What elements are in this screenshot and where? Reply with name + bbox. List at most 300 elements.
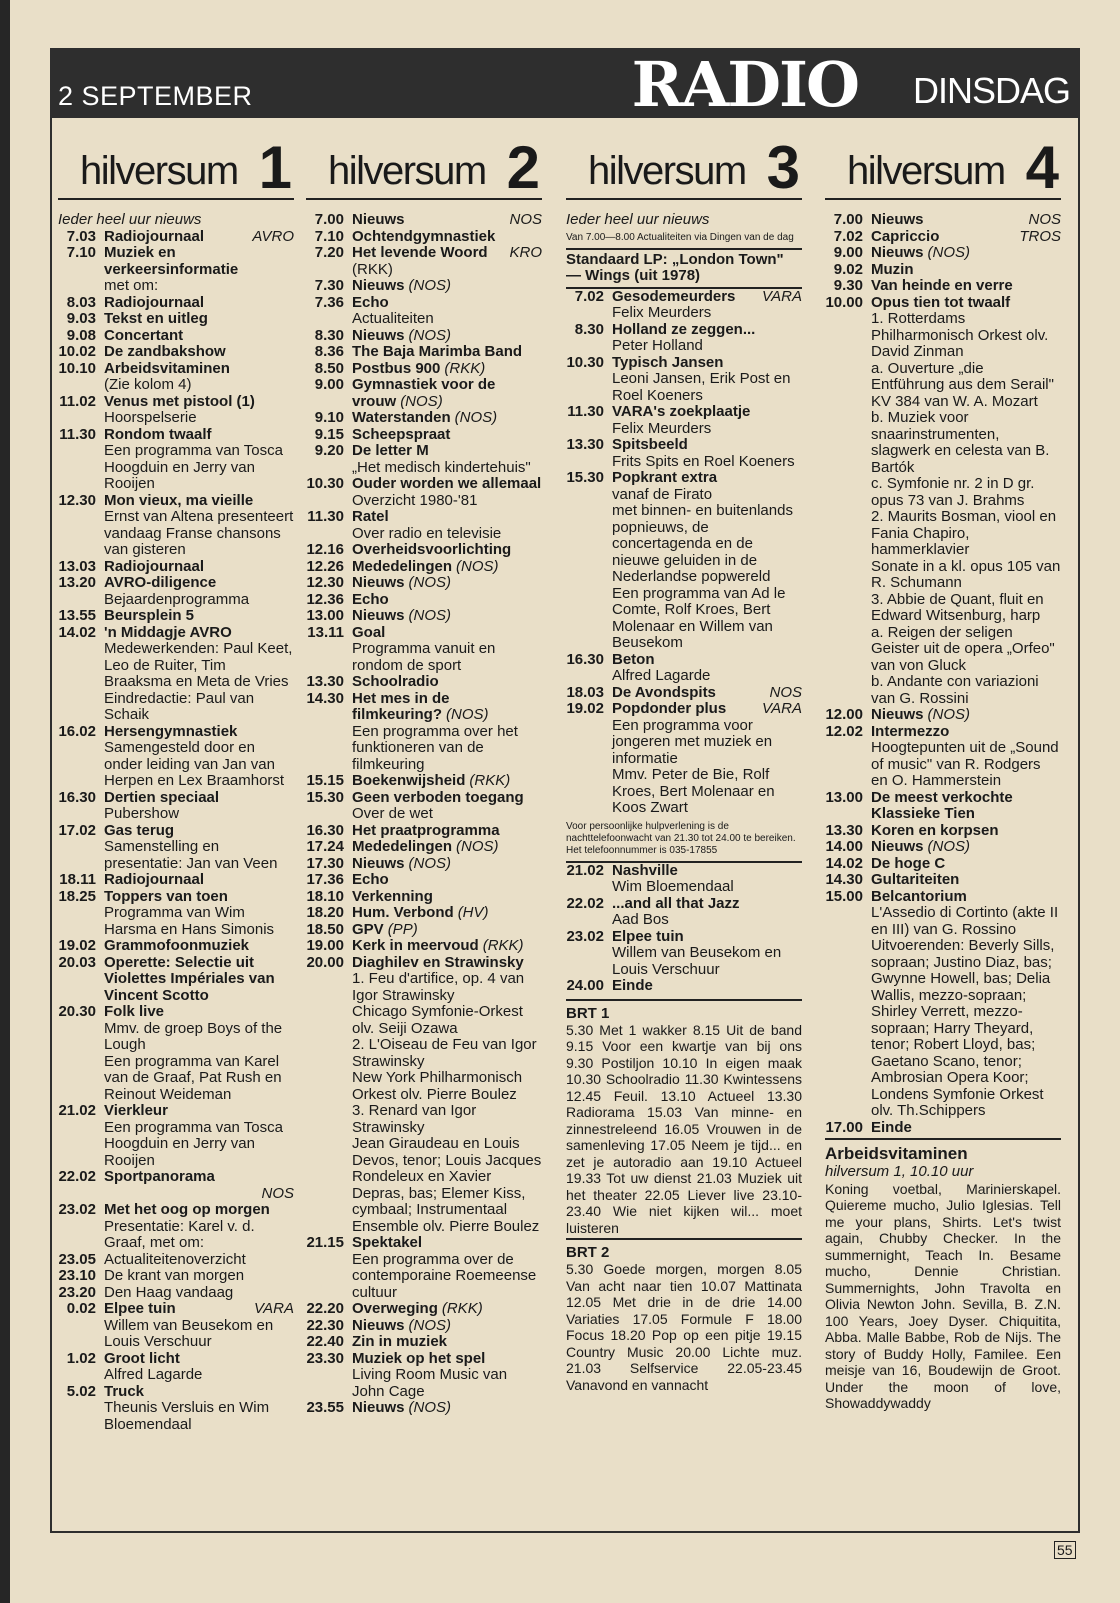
program-time: 7.10	[314, 227, 344, 245]
program-time: 20.03	[58, 953, 96, 971]
program-title: Nieuws	[352, 277, 405, 294]
program-row	[825, 823, 1061, 840]
program-row	[825, 278, 1061, 295]
radio-title: RADIO	[631, 48, 858, 121]
program-row	[58, 1301, 294, 1318]
program-time: 5.02	[66, 1382, 96, 1400]
program-description: 2. Maurits Bosman, viool en Fania Chapiro, hammerklavier	[871, 508, 1057, 558]
program-row	[825, 856, 1061, 873]
program-time: 12.00	[825, 706, 863, 723]
program-title: Muzin	[871, 260, 914, 278]
station-name: hilversum	[847, 149, 1005, 193]
program-title: Met het oog op morgen	[104, 1201, 270, 1218]
program-time: 13.11	[307, 623, 344, 641]
program-time: 7.20	[314, 244, 344, 261]
program-description: Bejaardenprogramma	[104, 590, 250, 608]
program-row	[58, 790, 294, 807]
program-row	[825, 262, 1061, 279]
program-row	[58, 823, 294, 840]
program-description: „Het medisch kindertehuis"	[352, 458, 531, 476]
program-row	[306, 443, 542, 460]
program-title: Zin in muziek	[352, 1333, 448, 1350]
program-time: 18.25	[58, 887, 96, 905]
program-time: 22.20	[306, 1300, 344, 1317]
program-row	[306, 955, 542, 972]
program-title: Gas terug	[104, 821, 175, 839]
program-description: 3. Abbie de Quant, fluit en Edward Witsenburg, harp	[871, 590, 1044, 624]
program-time: 21.02	[58, 1102, 96, 1119]
program-title: Mon vieux, ma vieille	[104, 491, 254, 509]
program-time	[58, 1186, 104, 1203]
program-title: Actualiteitenoverzicht	[104, 1250, 246, 1268]
program-title: Spitsbeeld	[612, 436, 688, 453]
program-row	[58, 608, 294, 625]
program-time: 13.55	[58, 607, 96, 624]
program-row	[306, 1351, 542, 1368]
program-time: 7.00	[833, 211, 863, 228]
program-time: 22.02	[566, 894, 604, 912]
broadcaster: NOS	[261, 1184, 294, 1202]
program-description: Medewerkenden: Paul Keet, Leo de Ruiter, Tim Braaksma en Meta de Vries	[104, 640, 293, 690]
brt2-title: BRT 2	[566, 1244, 610, 1261]
program-title: Koren en korpsen	[871, 821, 999, 839]
program-description: Leoni Jansen, Erik Post en Roel Koeners	[612, 370, 791, 404]
broadcaster: NOS	[509, 211, 542, 228]
program-title: Popdonder plus	[612, 700, 727, 717]
program-description: Uitvoerenden: Beverly Sills, sopraan; Justino Diaz, bas; Gwynne Howell, bas; Delia Wallis, mezzo-sopraan; Shirley Verrett, mezzo-sopraan; Harry Theyard, tenor; Robert Lloyd, bas; Gaetano Scano, tenor; Ambrosian Opera Koor; Londens Symfonie Orkest olv. Th.Schippers	[871, 937, 1055, 1119]
program-time: 8.30	[314, 326, 344, 344]
program-time: 19.00	[306, 937, 344, 954]
help-note: Voor persoonlijke hulpverlening is de nachttelefoonwacht van 21.30 tot 24.00 te bereiken. Het telefoonnummer is 035-17855	[566, 817, 802, 863]
news-note: Ieder heel uur nieuws	[566, 211, 710, 228]
program-description: New York Philharmonisch Orkest olv. Pierre Boulez	[352, 1069, 523, 1103]
program-description: Mmv. de groep Boys of the Lough	[104, 1019, 283, 1053]
program-time: 7.02	[833, 227, 863, 245]
program-list	[825, 212, 1061, 1136]
program-time: 9.00	[833, 244, 863, 261]
program-title: Grammofoonmuziek	[104, 937, 250, 954]
program-row	[306, 592, 542, 609]
column-heading	[306, 130, 542, 200]
program-title: Einde	[612, 977, 653, 994]
program-row	[825, 872, 1061, 889]
program-row	[306, 427, 542, 444]
program-time: 15.15	[306, 772, 344, 789]
program-time: 16.30	[306, 821, 344, 839]
program-title: Popkrant extra	[612, 469, 718, 486]
program-time: 11.30	[307, 508, 344, 525]
program-title: Tekst en uitleg	[104, 310, 208, 327]
program-time: 23.20	[58, 1283, 96, 1301]
program-time: 23.05	[58, 1250, 96, 1268]
program-row	[825, 245, 1061, 262]
program-title: 'n Middagje AVRO	[104, 623, 232, 641]
program-row	[306, 509, 542, 526]
program-time: 8.36	[314, 343, 344, 360]
station-name: hilversum	[328, 149, 486, 193]
program-title: Nieuws	[352, 574, 405, 591]
program-row	[306, 938, 542, 955]
program-title: Nieuws	[871, 211, 924, 228]
program-description: Eindredactie: Paul van Schaik	[104, 689, 255, 723]
program-title: AVRO-diligence	[104, 574, 217, 591]
program-title: Overheidsvoorlichting	[352, 541, 512, 558]
program-description: met binnen- en buitenlands popnieuws, de concertagenda en de nieuwe geluiden in de Nederlandse popwereld	[612, 502, 793, 585]
program-time: 23.30	[306, 1349, 344, 1367]
program-title: Ouder worden we allemaal	[352, 475, 542, 492]
program-row	[58, 361, 294, 378]
program-row	[58, 295, 294, 312]
program-title: Arbeidsvitaminen	[104, 359, 230, 377]
program-title: Einde	[871, 1118, 912, 1136]
program-time: 15.30	[306, 788, 344, 806]
program-title: Nieuws	[352, 1399, 405, 1416]
program-row	[58, 1103, 294, 1120]
program-title: Nieuws	[352, 1316, 405, 1334]
program-time: 21.02	[566, 861, 604, 879]
station-number: 3	[766, 134, 800, 201]
program-description: b. Muziek voor snaarinstrumenten, slagwerk en celesta van B. Bartók	[871, 409, 1050, 476]
program-title: Het levende Woord	[352, 244, 488, 261]
program-row	[306, 559, 542, 576]
program-description: Over de wet	[352, 805, 433, 822]
program-row	[306, 839, 542, 856]
broadcaster: (NOS)	[408, 607, 452, 624]
program-time: 14.30	[825, 871, 863, 888]
broadcaster: (NOS)	[408, 277, 452, 294]
broadcaster: (NOS)	[408, 1399, 452, 1416]
page-number: 55	[1054, 1541, 1076, 1559]
broadcaster: NOS	[769, 683, 802, 701]
program-row	[825, 295, 1061, 312]
program-time: 16.02	[58, 722, 96, 740]
program-description: a. Reigen der seligen Geister uit de opera „Orfeo" van von Gluck	[871, 623, 1055, 674]
program-description: Een programma voor jongeren met muziek en informatie	[612, 716, 773, 767]
program-title: De zandbakshow	[104, 343, 226, 360]
program-description: Een programma over de contemporaine Roemeense cultuur	[352, 1250, 537, 1301]
program-title: Geen verboden toegang	[352, 788, 524, 806]
program-row	[306, 344, 542, 361]
program-title: Groot licht	[104, 1349, 180, 1367]
program-title: Truck	[104, 1382, 145, 1400]
program-description: Peter Holland	[612, 337, 703, 354]
program-row	[306, 625, 542, 642]
program-time: 17.02	[58, 821, 96, 839]
program-title: Nieuws	[352, 854, 405, 872]
program-time: 13.30	[825, 821, 863, 839]
program-title: Kerk in meervoud	[352, 937, 479, 954]
program-time: 9.15	[314, 425, 344, 443]
program-title: Hersengymnastiek	[104, 722, 238, 740]
program-time: 11.02	[59, 392, 96, 410]
program-description: met om:	[104, 277, 159, 294]
program-title: Elpee tuin	[612, 927, 684, 945]
program-description: Living Room Music van John Cage	[352, 1366, 508, 1400]
program-description: Wim Bloemendaal	[612, 878, 734, 895]
program-time: 21.15	[306, 1234, 344, 1251]
program-row	[566, 701, 802, 718]
program-title: Schoolradio	[352, 673, 439, 690]
program-row	[58, 344, 294, 361]
program-row	[306, 1334, 542, 1351]
program-description: c. Symfonie nr. 2 in D gr. opus 73 van J. Brahms	[871, 475, 1035, 509]
program-time: 18.50	[306, 920, 344, 938]
program-time: 7.10	[66, 244, 96, 261]
column-hilversum-3	[566, 130, 802, 1393]
arbeidsvitaminen-sub: hilversum 1, 10.10 uur	[825, 1163, 974, 1180]
program-title: Scheepspraat	[352, 425, 451, 443]
program-description: Samengesteld door en onder leiding van Jan van Herpen en Lex Braamhorst	[104, 739, 285, 789]
program-time: 12.30	[306, 574, 344, 591]
program-row	[306, 377, 542, 410]
program-time: 16.30	[58, 788, 96, 806]
program-description: Theunis Versluis en Wim Bloemendaal	[104, 1399, 270, 1433]
program-time: 14.02	[58, 623, 96, 641]
program-time: 7.03	[66, 227, 96, 245]
broadcaster: (RKK)	[441, 1300, 483, 1317]
program-row	[58, 229, 294, 246]
program-time: 7.00	[314, 211, 344, 228]
program-row	[58, 427, 294, 444]
program-time: 9.00	[314, 376, 344, 393]
program-title: Folk live	[104, 1003, 165, 1020]
program-description: Alfred Lagarde	[612, 667, 711, 684]
weekday: DINSDAG	[912, 70, 1070, 111]
program-row	[825, 790, 1061, 823]
broadcaster: (HV)	[457, 904, 489, 921]
program-description: Een programma van Tosca Hoogduin en Jerry van Rooijen	[104, 1118, 283, 1169]
column-heading	[566, 130, 802, 200]
broadcaster: (NOS)	[456, 838, 499, 855]
program-row	[306, 823, 542, 840]
program-title: Intermezzo	[871, 722, 950, 740]
column-heading	[825, 130, 1061, 200]
program-title: Mededelingen	[352, 838, 453, 855]
broadcaster: (NOS)	[454, 409, 498, 426]
program-row	[306, 1400, 542, 1417]
station-number: 1	[258, 134, 292, 201]
program-time: 15.30	[566, 469, 604, 486]
broadcaster: VARA	[761, 700, 802, 717]
date: 2 SEPTEMBER	[58, 81, 253, 111]
program-time: 19.02	[566, 700, 604, 717]
program-time: 9.30	[833, 277, 863, 294]
program-title: Waterstanden	[352, 409, 451, 426]
program-row	[306, 773, 542, 790]
program-time: 14.30	[306, 689, 344, 707]
program-description: (Zie kolom 4)	[104, 376, 192, 393]
program-time: 23.10	[58, 1267, 96, 1284]
program-row	[825, 889, 1061, 906]
program-time: 18.10	[306, 887, 344, 905]
program-row	[306, 790, 542, 807]
broadcaster: (NOS)	[408, 326, 452, 344]
program-description: Een programma van Karel van de Graaf, Pat Rush en Reinout Weideman	[104, 1052, 282, 1103]
program-row	[58, 1268, 294, 1285]
program-time: 12.26	[306, 557, 344, 575]
program-row	[306, 1301, 542, 1318]
broadcaster: (NOS)	[408, 1316, 452, 1334]
program-row	[58, 394, 294, 411]
program-description: Een programma van Ad le Comte, Rolf Kroes, Bert Molenaar en Willem van Beusekom	[612, 584, 786, 651]
program-description: b. Andante con variazioni van G. Rossini	[871, 673, 1039, 707]
program-row	[58, 1202, 294, 1219]
program-title: Hum. Verbond	[352, 904, 454, 921]
station-name: hilversum	[588, 149, 746, 193]
program-time: 12.16	[306, 541, 344, 558]
program-row	[566, 355, 802, 372]
program-description: Alfred Lagarde	[104, 1366, 203, 1383]
program-row	[58, 625, 294, 642]
program-title: Nieuws	[352, 326, 405, 344]
program-row	[566, 896, 802, 913]
program-title: Gymnastiek voor de vrouw	[352, 376, 496, 410]
program-row	[566, 652, 802, 669]
page-edge	[0, 0, 10, 1603]
program-description: Pubershow	[104, 805, 180, 822]
program-description: Felix Meurders	[612, 304, 712, 321]
program-description: Overzicht 1980-'81	[352, 491, 478, 509]
program-title: De hoge C	[871, 854, 946, 872]
program-description: Samenstelling en presentatie: Jan van Veen	[104, 838, 278, 872]
program-row	[58, 575, 294, 592]
program-time: 8.50	[314, 359, 344, 377]
program-row	[58, 245, 294, 278]
program-description: Programma vanuit en rondom de sport	[352, 640, 496, 674]
program-description: Felix Meurders	[612, 419, 712, 437]
program-title: Venus met pistool (1)	[104, 392, 255, 410]
program-title: Ochtendgymnastiek	[352, 227, 496, 245]
broadcaster: (RKK)	[444, 359, 486, 377]
broadcaster: (NOS)	[446, 706, 489, 723]
program-row	[306, 872, 542, 889]
program-time: 9.10	[314, 409, 344, 426]
program-list	[306, 212, 542, 1417]
program-time: 10.30	[306, 475, 344, 492]
program-row	[306, 295, 542, 312]
program-title: Ratel	[352, 508, 389, 525]
program-title: Operette: Selectie uit Violettes Impériales van Vincent Scotto	[104, 953, 275, 1004]
broadcaster: KRO	[509, 244, 542, 261]
program-title: Nieuws	[352, 607, 405, 624]
program-time: 10.00	[825, 293, 863, 311]
program-row	[58, 938, 294, 955]
program-description: Hoorspelserie	[104, 409, 197, 426]
program-time: 18.11	[59, 871, 96, 888]
column-hilversum-4	[825, 130, 1061, 1412]
program-row	[825, 839, 1061, 856]
program-time: 13.00	[825, 788, 863, 806]
program-row	[58, 328, 294, 345]
program-row	[58, 1351, 294, 1368]
program-description: Ernst van Altena presenteert vandaag Franse chansons van gisteren	[104, 508, 294, 558]
program-list	[58, 229, 294, 1434]
program-row	[58, 724, 294, 741]
program-row	[306, 608, 542, 625]
column-hilversum-1	[58, 130, 294, 1433]
program-title: De letter M	[352, 442, 429, 459]
program-row	[306, 575, 542, 592]
program-time: 11.30	[59, 425, 96, 443]
program-title: Vierkleur	[104, 1102, 168, 1119]
program-row	[306, 1235, 542, 1252]
broadcaster: (NOS)	[456, 557, 499, 575]
program-title: Toppers van toen	[104, 887, 228, 905]
column-hilversum-2	[306, 130, 542, 1417]
program-title: Beton	[612, 650, 655, 668]
program-row	[825, 724, 1061, 741]
program-title: Belcantorium	[871, 887, 967, 905]
program-time: 9.20	[314, 442, 344, 459]
program-time: 24.00	[566, 977, 604, 994]
program-row	[58, 1169, 294, 1186]
program-row	[825, 707, 1061, 724]
program-title: Beursplein 5	[104, 607, 195, 624]
program-title: Goal	[352, 623, 386, 641]
program-row	[58, 889, 294, 906]
program-time: 22.40	[306, 1333, 344, 1350]
program-row	[306, 889, 542, 906]
program-row	[566, 322, 802, 339]
program-time: 18.20	[306, 904, 344, 921]
program-time: 0.02	[66, 1300, 96, 1317]
program-time: 10.10	[58, 359, 96, 377]
program-row	[58, 1285, 294, 1302]
program-title: Boekenwijsheid	[352, 772, 466, 789]
program-time: 9.03	[66, 310, 96, 327]
program-time: 17.30	[306, 854, 344, 872]
program-time: 15.00	[825, 887, 863, 905]
program-time: 13.20	[58, 574, 96, 591]
program-time: 23.02	[58, 1201, 96, 1218]
program-row	[566, 437, 802, 454]
broadcaster: (NOS)	[927, 838, 971, 855]
program-time: 10.02	[58, 343, 96, 360]
standard-lp: Standaard LP: „London Town" — Wings (uit 1978)	[566, 250, 802, 289]
program-title: Nieuws	[352, 211, 405, 228]
program-title: Radiojournaal	[104, 293, 205, 311]
program-row	[58, 1252, 294, 1269]
program-description: L'Assedio di Cortinto (akte II en III) van G. Rossino	[871, 904, 1059, 938]
program-title: Spektakel	[352, 1234, 423, 1251]
program-description: 1. Feu d'artifice, op. 4 van Igor Strawinsky	[352, 970, 525, 1004]
program-row	[825, 229, 1061, 246]
broadcaster: TROS	[1019, 227, 1061, 245]
program-description: Een programma van Tosca Hoogduin en Jerry van Rooijen	[104, 442, 283, 492]
program-time: 17.24	[306, 838, 344, 855]
program-row	[306, 229, 542, 246]
program-row	[566, 929, 802, 946]
program-row	[306, 328, 542, 345]
program-row	[306, 922, 542, 939]
program-description: Jean Giraudeau en Louis Devos, tenor; Louis Jacques Rondeleux en Xavier Depras, bas; Elemer Kiss, cymbaal; Instrumentaal Ensemble olv. Pierre Boulez	[352, 1135, 542, 1235]
broadcaster: (RKK)	[482, 937, 524, 954]
program-row	[566, 863, 802, 880]
arbeidsvitaminen-text: Koning voetbal, Marinierskapel. Quiereme mucho, Julio Iglesias. Tell me your plans, Shirts. Let's twist again, Chubby Checker. In the summernight, Teach In. Besame mucho, Dennie Christian. Summernights, John Travolta en Olivia Newton John. Sevilla, B. Z.N. 100 Years, Joey Dyser. Chiquitita, Abba. Malle Babbe, Rob de Nijs. The story of Buddy Holly, Familee. Een meisje van 16, Boudewijn de Groot. Under the moon of love, Showaddywaddy	[825, 1180, 1061, 1411]
news-note: Ieder heel uur nieuws	[58, 211, 202, 228]
program-row	[306, 278, 542, 295]
program-description: Een programma over het funktioneren van de filmkeuring	[352, 722, 518, 773]
program-time: 23.02	[566, 927, 604, 945]
program-title: Echo	[352, 293, 389, 311]
program-row	[306, 361, 542, 378]
program-title: Overweging	[352, 1300, 438, 1317]
program-row	[306, 905, 542, 922]
broadcaster: (NOS)	[927, 706, 971, 723]
program-time: 11.30	[567, 403, 604, 420]
program-time: 7.02	[574, 287, 604, 305]
program-title: Holland ze zeggen...	[612, 320, 756, 338]
